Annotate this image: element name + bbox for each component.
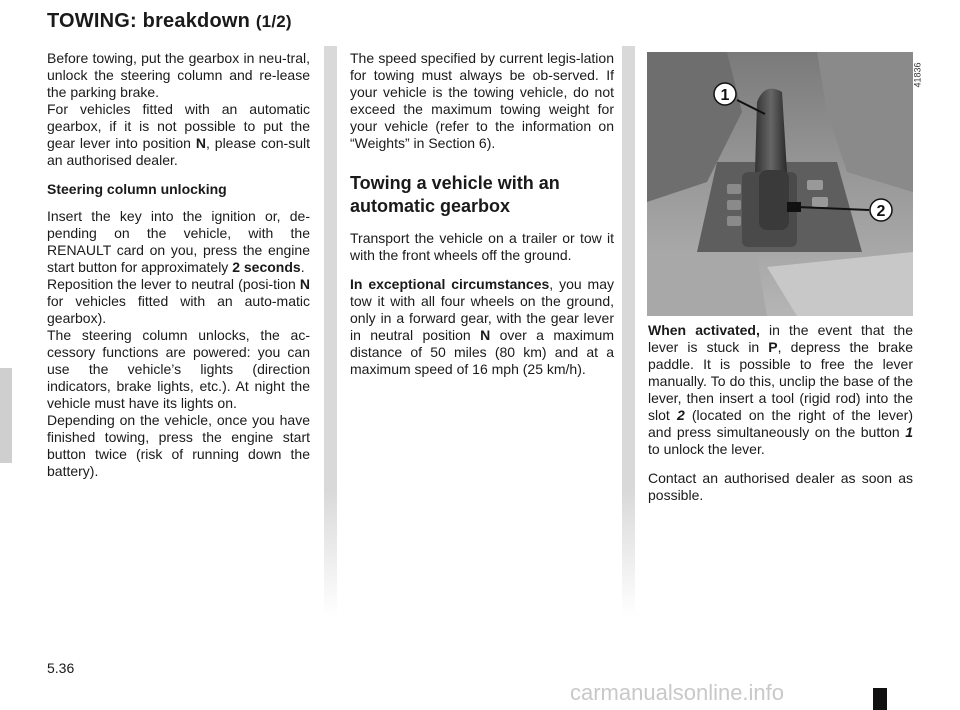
steering-para-2: Reposition the lever to neutral (posi-tion N for vehicles fitted with an auto-matic gearbox). bbox=[47, 276, 310, 326]
steering-unlock-heading: Steering column unlocking bbox=[47, 181, 227, 197]
watermark: carmanualsonline.info bbox=[570, 680, 785, 705]
callout-1-label: 1 bbox=[720, 87, 730, 104]
figure-reference: 41836 bbox=[912, 62, 923, 88]
intro-para-2: For vehicles fitted with an automatic gearbox, if it is not possible to put the gear lever into position N, please con-sult an authorised dealer. bbox=[47, 101, 310, 168]
column-divider-right bbox=[622, 46, 635, 616]
speed-para: The speed specified by current legis-lation for towing must always be ob-served. If your vehicle is the towing vehicle, do not exceed the maximum towing weight for your vehicle (refer to the information on “Weights” in Section 6). bbox=[350, 50, 614, 151]
callout-2-label: 2 bbox=[876, 203, 886, 220]
contact-dealer-para: Contact an authorised dealer as soon as possible. bbox=[648, 470, 913, 503]
middle-column bbox=[350, 50, 614, 390]
exceptional-para: In exceptional circumstances, you may tow it with all four wheels on the ground, only in a forward gear, with the gear lever in neutral position N over a maximum distance of 50 miles (80 km) and at a maximum speed of 16 mph (25 km/h). bbox=[350, 276, 614, 377]
gear-lever-photo bbox=[647, 52, 913, 316]
gear-lever-illustration bbox=[647, 52, 913, 316]
right-column bbox=[648, 322, 913, 516]
left-column bbox=[47, 50, 310, 480]
page-title bbox=[47, 10, 292, 33]
activated-para: When activated, in the event that the lever is stuck in P, depress the brake paddle. It is possible to free the lever manually. To do this, unclip the base of the lever, then insert a tool (rigid rod) into the slot 2 (located on the right of the lever) and press simultaneously on the button 1 to unlock the lever. bbox=[648, 322, 913, 457]
title-suffix: (1/2) bbox=[255, 12, 292, 31]
section-tab bbox=[0, 368, 12, 463]
steering-para-3: The steering column unlocks, the ac-cessory functions are powered: you can use the vehicle’s lights (direction indicators, brake lights, etc.). At night the vehicle must have its lights on. bbox=[47, 327, 310, 411]
title-main: TOWING: breakdown bbox=[47, 10, 251, 32]
corner-mark bbox=[873, 688, 887, 710]
transport-para: Transport the vehicle on a trailer or tow it with the front wheels off the ground. bbox=[350, 230, 614, 263]
intro-para-1: Before towing, put the gearbox in neu-tral, unlock the steering column and re-lease the parking brake. bbox=[47, 50, 310, 100]
automatic-gearbox-heading: Towing a vehicle with an automatic gearbox bbox=[350, 173, 560, 216]
steering-para-4: Depending on the vehicle, once you have finished towing, press the engine start button twice (risk of running down the battery). bbox=[47, 412, 310, 479]
page-number: 5.36 bbox=[47, 660, 75, 676]
column-divider-left bbox=[324, 46, 337, 616]
steering-para-1: Insert the key into the ignition or, de-pending on the vehicle, with the RENAULT card on you, press the engine start button for approximately 2 seconds. bbox=[47, 208, 310, 275]
